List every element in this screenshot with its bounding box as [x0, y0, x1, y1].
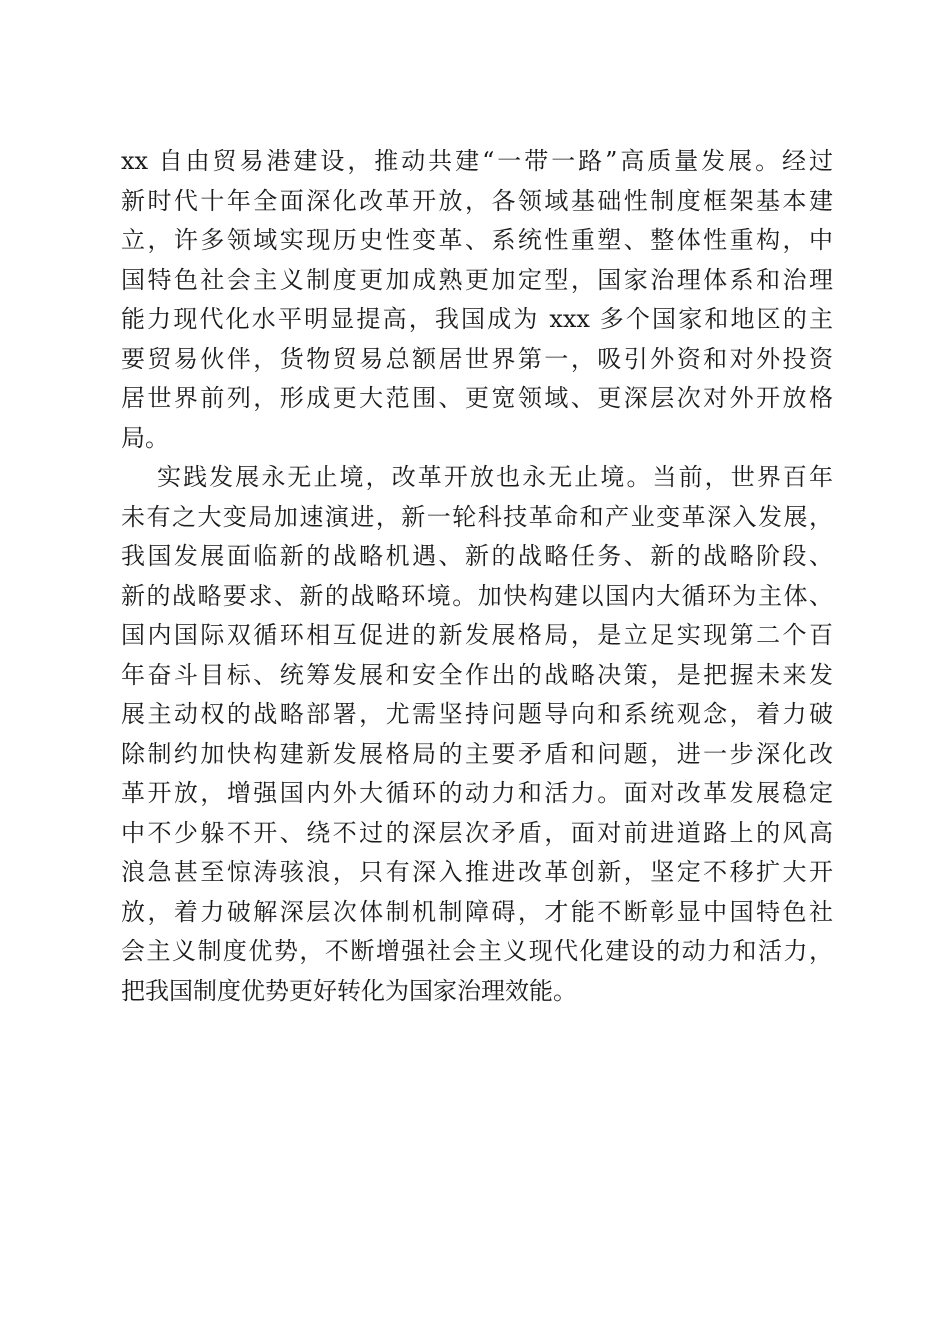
paragraph-2-line-3: 我国发展面临新的战略机遇、新的战略任务、新的战略阶段、 — [121, 542, 833, 570]
paragraph-2 — [121, 458, 833, 1011]
paragraph-1-line-7: 居世界前列，形成更大范围、更宽领域、更深层次对外开放格 — [121, 384, 833, 412]
paragraph-2-line-8: 除制约加快构建新发展格局的主要矛盾和问题，进一步深化改 — [121, 739, 833, 768]
paragraph-1-line-4: 国特色社会主义制度更加成熟更加定型，国家治理体系和治理 — [121, 265, 833, 294]
paragraph-1-line-2: 新时代十年全面深化改革开放，各领域基础性制度框架基本建 — [121, 186, 833, 215]
paragraph-2-line-11: 浪急甚至惊涛骇浪，只有深入推进改革创新，坚定不移扩大开 — [121, 858, 833, 886]
paragraph-2-line-12: 放，着力破解深层次体制机制障碍，才能不断彰显中国特色社 — [121, 897, 833, 926]
paragraph-2-line-2: 未有之大变局加速演进，新一轮科技革命和产业变革深入发展， — [121, 502, 833, 531]
paragraph-2-line-10: 中不少躲不开、绕不过的深层次矛盾，面对前进道路上的风高 — [121, 818, 833, 847]
paragraph-1-line-6: 要贸易伙伴，货物贸易总额居世界第一，吸引外资和对外投资 — [121, 344, 833, 373]
paragraph-1-line-5: 能力现代化水平明显提高，我国成为 xxx 多个国家和地区的主 — [121, 305, 833, 333]
paragraph-2-line-6: 年奋斗目标、统筹发展和安全作出的战略决策，是把握未来发 — [121, 660, 833, 689]
paragraph-2-line-14: 把我国制度优势更好转化为国家治理效能。 — [121, 976, 577, 1005]
paragraph-2-line-9: 革开放，增强国内外大循环的动力和活力。面对改革发展稳定 — [121, 779, 833, 807]
paragraph-2-line-4: 新的战略要求、新的战略环境。加快构建以国内大循环为主体、 — [121, 581, 833, 610]
paragraph-2-line-1: 实践发展永无止境，改革开放也永无止境。当前，世界百年 — [157, 463, 833, 491]
paragraph-2-line-7: 展主动权的战略部署，尤需坚持问题导向和系统观念，着力破 — [121, 700, 833, 728]
paragraph-2-line-13: 会主义制度优势，不断增强社会主义现代化建设的动力和活力， — [121, 937, 833, 965]
paragraph-1-line-1: xx 自由贸易港建设，推动共建“一带一路”高质量发展。经过 — [121, 147, 833, 175]
paragraph-2-line-5: 国内国际双循环相互促进的新发展格局，是立足实现第二个百 — [121, 621, 833, 649]
paragraph-1-line-3: 立，许多领域实现历史性变革、系统性重塑、整体性重构，中 — [121, 226, 833, 254]
document-body — [121, 142, 833, 1011]
paragraph-1-line-8: 局。 — [121, 423, 169, 452]
paragraph-1 — [121, 142, 833, 458]
